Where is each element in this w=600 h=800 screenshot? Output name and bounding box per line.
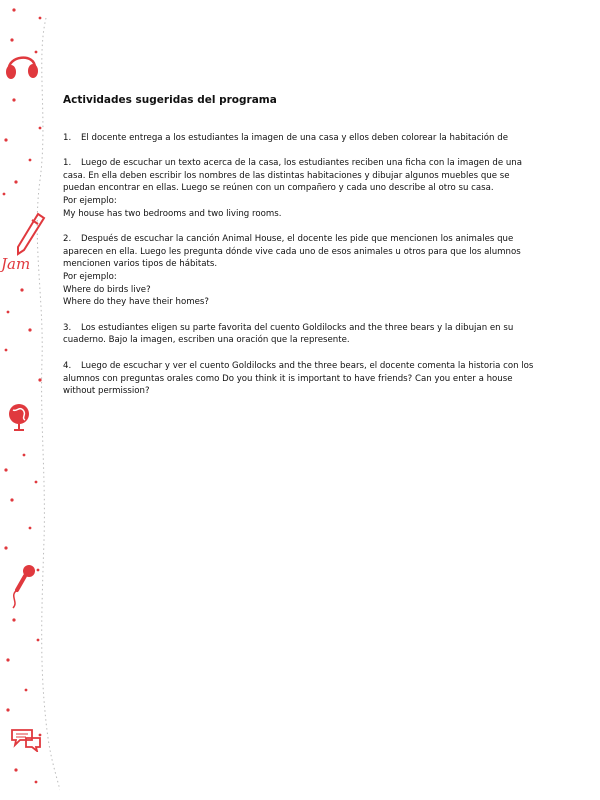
activity-number: 3. [63, 322, 72, 333]
activity-number: 2. [63, 234, 72, 245]
activity-paragraph [63, 132, 541, 145]
jam-text: Jam [1, 255, 31, 273]
activity-item [63, 233, 541, 309]
speech-bubbles-icon [8, 726, 44, 752]
activity-item [63, 157, 541, 220]
example-label: Por ejemplo: [63, 195, 117, 206]
activity-paragraph [63, 157, 541, 195]
activity-item [63, 322, 541, 347]
activity-number: 1. [63, 158, 72, 169]
activity-text: Luego de escuchar un texto acerca de la casa, los estudiantes reciben una ficha con la imagen de una casa. En ella deben escribir los nombres de las distintas habitaciones y dibujar algunos muebles que se puedan encontrar en ellas. Luego se reúnen con un compañero y cada uno describe al otro su casa. [63, 158, 523, 194]
example-line: Where do they have their homes? [63, 297, 209, 308]
activity-item [63, 132, 541, 145]
example-line: My house has two bedrooms and two living rooms. [63, 208, 282, 219]
activity-number: 1. [63, 132, 72, 143]
activity-list [63, 132, 541, 398]
jam-doodle [0, 252, 44, 274]
activity-text: Después de escuchar la canción Animal House, el docente les pide que mencionen los animales que aparecen en ella. Luego les pregunta dónde vive cada uno de esos animales u otros para que los alumnos mencionen varios tipos de hábitats. [63, 234, 521, 270]
microphone-icon [5, 562, 41, 612]
document-body [63, 94, 541, 411]
globe-icon [5, 400, 37, 432]
activity-text: Luego de escuchar y ver el cuento Goldilocks and the three bears, el docente comenta la historia con los alumnos con preguntas orales como Do you think it is important to have friends? Can you enter a house without permission? [63, 360, 534, 397]
activity-item [63, 360, 541, 398]
activity-paragraph [63, 233, 541, 271]
example-label: Por ejemplo: [63, 271, 117, 282]
activity-text: El docente entrega a los estudiantes la imagen de una casa y ellos deben colorear la habitación de [81, 132, 508, 143]
activity-text: Los estudiantes eligen su parte favorita del cuento Goldilocks and the three bears y la dibujan en su cuaderno. Bajo la imagen, escriben una oración que la represente. [63, 322, 514, 346]
activity-number: 4. [63, 360, 72, 371]
activity-paragraph [63, 322, 541, 347]
activity-paragraph [63, 360, 541, 398]
example-line: Where do birds live? [63, 284, 151, 295]
page-title: Actividades sugeridas del programa [63, 94, 277, 106]
headphones-icon [4, 48, 40, 82]
